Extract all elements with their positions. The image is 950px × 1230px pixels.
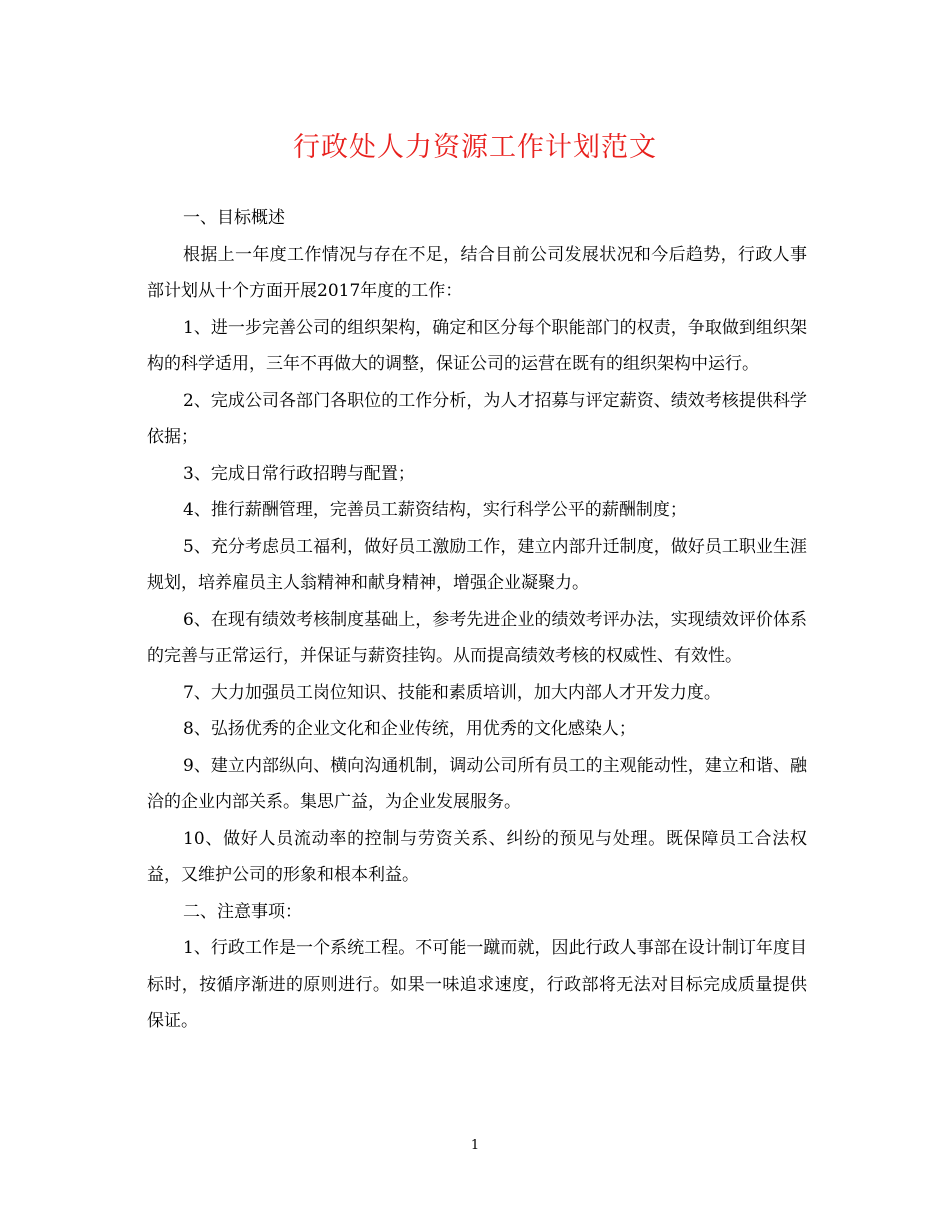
section-heading-notes: 二、注意事项： xyxy=(183,901,302,922)
document-title: 行政处人力资源工作计划范文 xyxy=(293,132,657,163)
note-item-1: 1、行政工作是一个系统工程。不可能一蹴而就，因此行政人事部在设计制订年度目标时，按循序渐进的原则进行。如果一味追求速度，行政部将无法对目标完成质量提供保证。 xyxy=(147,938,807,1031)
plan-item-1: 1、进一步完善公司的组织架构，确定和区分每个职能部门的权责，争取做到组织架构的科学适用，三年不再做大的调整，保证公司的运营在既有的组织架构中运行。 xyxy=(147,317,807,374)
plan-item-9: 9、建立内部纵向、横向沟通机制，调动公司所有员工的主观能动性，建立和谐、融洽的企业内部关系。集思广益，为企业发展服务。 xyxy=(147,755,807,812)
plan-item-6: 6、在现有绩效考核制度基础上，参考先进企业的绩效考评办法，实现绩效评价体系的完善与正常运行，并保证与薪资挂钩。从而提高绩效考核的权威性、有效性。 xyxy=(147,609,807,666)
plan-item-8: 8、弘扬优秀的企业文化和企业传统，用优秀的文化感染人； xyxy=(183,719,636,739)
plan-item-4: 4、推行薪酬管理，完善员工薪资结构，实行科学公平的薪酬制度； xyxy=(183,500,687,520)
plan-item-5: 5、充分考虑员工福利，做好员工激励工作，建立内部升迁制度，做好员工职业生涯规划，培养雇员主人翁精神和献身精神，增强企业凝聚力。 xyxy=(147,536,807,593)
section-heading-objectives: 一、目标概述 xyxy=(183,208,285,228)
plan-item-3: 3、完成日常行政招聘与配置； xyxy=(183,463,415,484)
plan-item-10: 10、做好人员流动率的控制与劳资关系、纠纷的预见与处理。既保障员工合法权益，又维护公司的形象和根本利益。 xyxy=(147,828,807,885)
intro-paragraph: 根据上一年度工作情况与存在不足，结合目前公司发展状况和今后趋势，行政人事部计划从十个方面开展2017年度的工作： xyxy=(147,244,807,301)
plan-item-2: 2、完成公司各部门各职位的工作分析，为人才招募与评定薪资、绩效考核提供科学依据； xyxy=(147,390,807,447)
plan-item-7: 7、大力加强员工岗位知识、技能和素质培训，加大内部人才开发力度。 xyxy=(183,682,721,703)
page-number: 1 xyxy=(470,1138,480,1153)
document-body xyxy=(147,200,807,1040)
